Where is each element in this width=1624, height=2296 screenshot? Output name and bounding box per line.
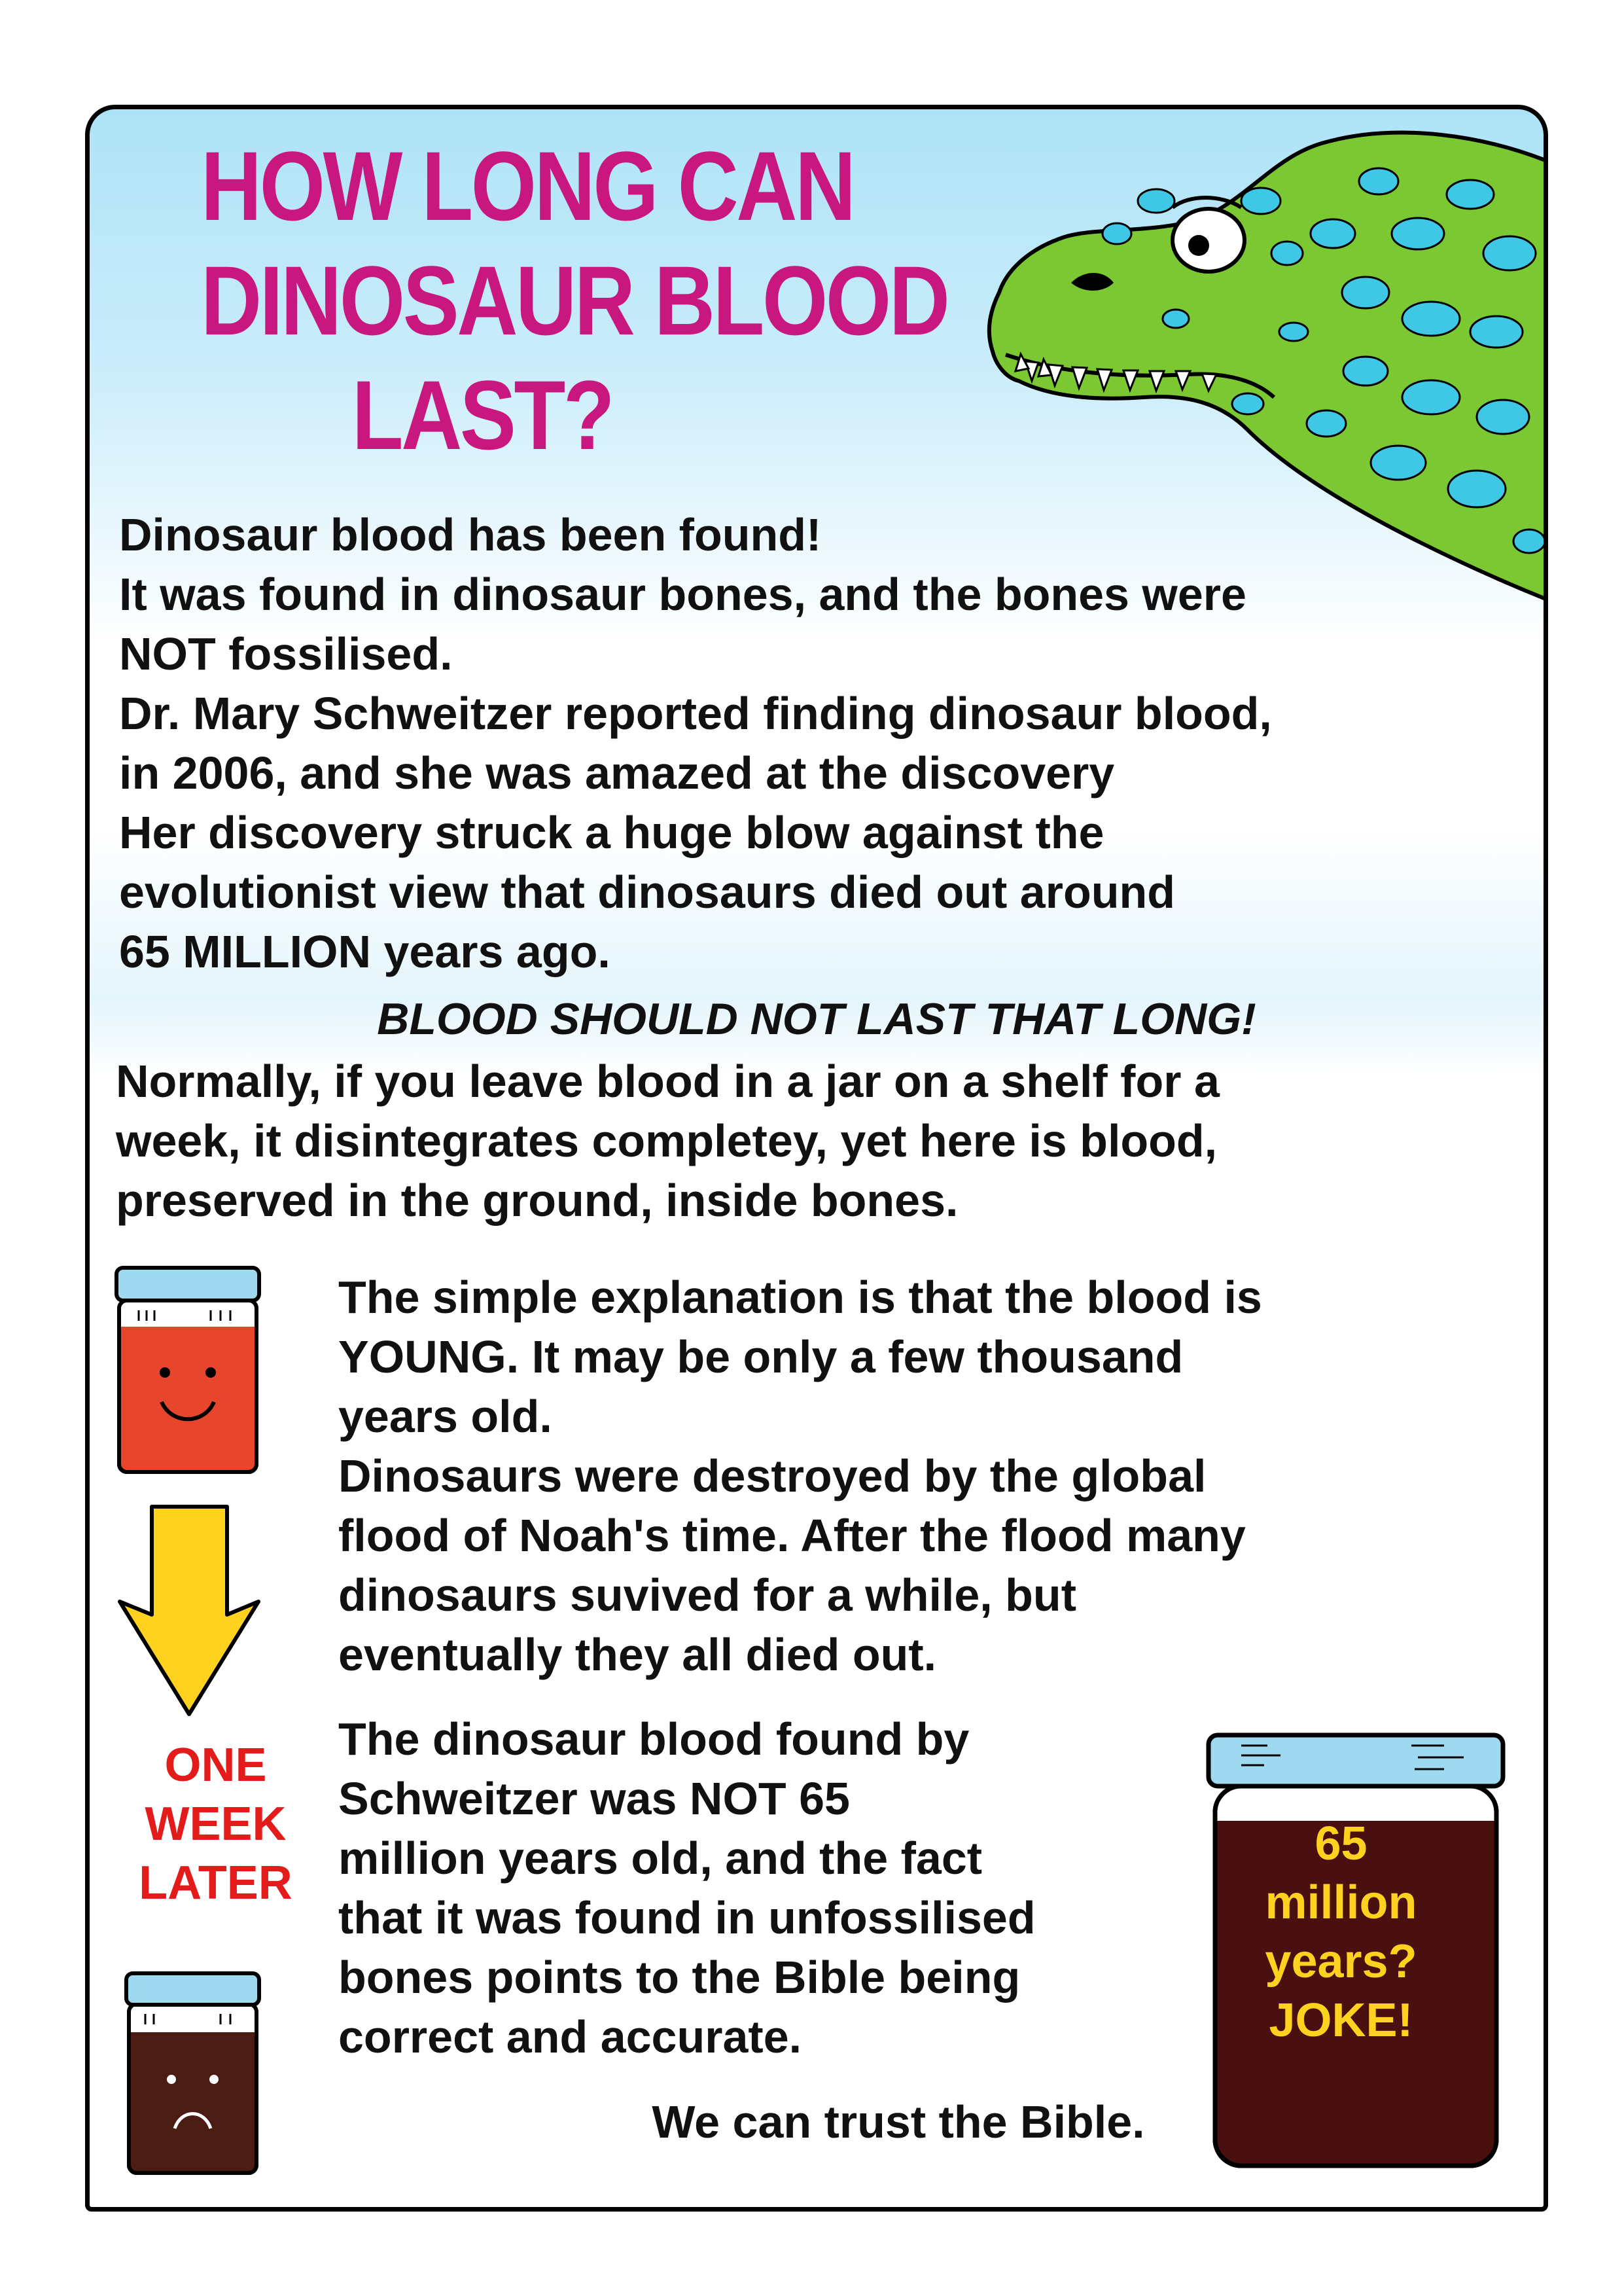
text-line: Normally, if you leave blood in a jar on a shelf for a xyxy=(116,1056,1220,1107)
label-line: JOKE! xyxy=(1269,1994,1413,2047)
text-line: 65 MILLION years ago. xyxy=(119,926,610,977)
text-line: Dinosaurs were destroyed by the global xyxy=(338,1450,1207,1501)
normally-paragraph xyxy=(116,1052,1220,1230)
label-line: LATER xyxy=(139,1857,292,1909)
text-line: Her discovery struck a huge blow against the xyxy=(119,807,1104,858)
page-frame xyxy=(85,105,1548,2212)
text-line: NOT fossilised. xyxy=(119,628,453,679)
closing-line: We can trust the Bible. xyxy=(652,2096,1145,2147)
label-line: ONE xyxy=(164,1739,267,1791)
text-line: that it was found in unfossilised xyxy=(338,1892,1036,1943)
text-line: flood of Noah's time. After the flood many xyxy=(338,1510,1246,1561)
text-line: evolutionist view that dinosaurs died out around xyxy=(119,867,1175,918)
explanation-paragraph xyxy=(338,1268,1262,1685)
big-jar-label xyxy=(1228,1814,1454,2050)
text-line: Schweitzer was NOT 65 xyxy=(338,1773,850,1824)
label-line: years? xyxy=(1265,1935,1417,1988)
subheading: BLOOD SHOULD NOT LAST THAT LONG! xyxy=(377,994,1256,1044)
text-line: correct and accurate. xyxy=(338,2011,802,2062)
text-line: dinosaurs suvived for a while, but xyxy=(338,1570,1076,1621)
title-line: DINOSAUR BLOOD xyxy=(201,245,948,355)
title-line: HOW LONG CAN xyxy=(201,131,854,241)
text-line: eventually they all died out. xyxy=(338,1629,937,1680)
down-arrow-icon xyxy=(116,1503,263,1719)
label-line: 65 xyxy=(1315,1818,1368,1870)
text-line: The dinosaur blood found by xyxy=(338,1713,970,1765)
schweitzer-paragraph xyxy=(338,1710,1036,2067)
text-line: Dinosaur blood has been found! xyxy=(119,509,822,560)
text-line: Dr. Mary Schweitzer reported finding dinosaur blood, xyxy=(119,688,1272,739)
happy-blood-jar-icon xyxy=(113,1261,263,1477)
text-line: week, it disintegrates completey, yet here is blood, xyxy=(116,1115,1218,1166)
text-line: years old. xyxy=(338,1391,552,1442)
text-line: preserved in the ground, inside bones. xyxy=(116,1175,959,1226)
text-line: bones points to the Bible being xyxy=(338,1952,1021,2003)
text-line: The simple explanation is that the blood is xyxy=(338,1272,1262,1323)
title-line: LAST? xyxy=(351,360,613,470)
text-line: It was found in dinosaur bones, and the bones were xyxy=(119,569,1246,620)
text-line: YOUNG. It may be only a few thousand xyxy=(338,1331,1184,1382)
label-line: million xyxy=(1265,1876,1417,1929)
label-line: WEEK xyxy=(145,1798,287,1850)
text-line: million years old, and the fact xyxy=(338,1833,983,1884)
one-week-later-label xyxy=(103,1736,328,1912)
text-line: in 2006, and she was amazed at the discovery xyxy=(119,747,1115,798)
intro-paragraph xyxy=(119,505,1272,982)
page-title xyxy=(201,129,948,473)
